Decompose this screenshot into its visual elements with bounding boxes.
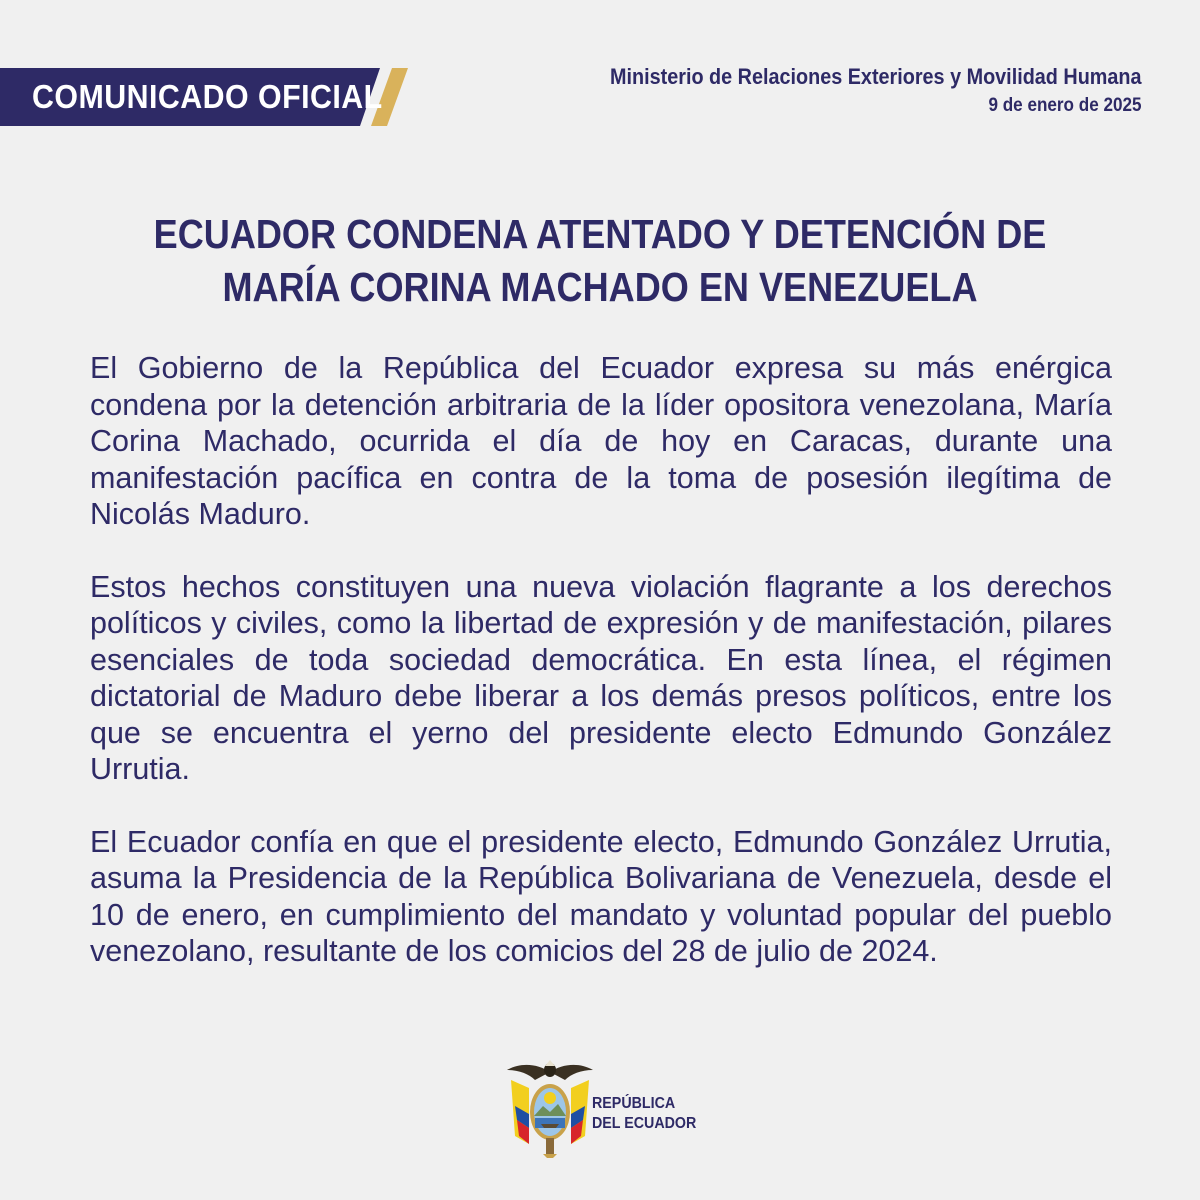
statement-body bbox=[90, 350, 1112, 970]
banner-title: COMUNICADO OFICIAL bbox=[32, 78, 383, 115]
paragraph-3: El Ecuador confía en que el presidente electo, Edmundo González Urrutia, asuma la Presidencia de la República Bolivariana de Venezuela, desde el 10 de enero, en cumplimiento del mandato y voluntad popular del pueblo venezolano, resultante de los comicios del 28 de julio de 2024. bbox=[90, 824, 1112, 968]
coat-of-arms-icon bbox=[503, 1058, 597, 1160]
republic-label bbox=[592, 1094, 696, 1134]
paragraph-2: Estos hechos constituyen una nueva violación flagrante a los derechos políticos y civiles, como la libertad de expresión y de manifestación, pilares esenciales de toda sociedad democrática. En esta línea, el régimen dictatorial de Maduro debe liberar a los demás presos políticos, entre los que se encuentra el yerno del presidente electo Edmundo González Urrutia. bbox=[90, 569, 1112, 786]
ministry-name: Ministerio de Relaciones Exteriores y Movilidad Humana bbox=[610, 64, 1142, 89]
republic-label-line-1: REPÚBLICA bbox=[592, 1095, 676, 1112]
issuer-block bbox=[551, 62, 1142, 120]
title-line-1: ECUADOR CONDENA ATENTADO Y DETENCIÓN DE bbox=[153, 211, 1047, 257]
republic-label-line-2: DEL ECUADOR bbox=[592, 1115, 697, 1132]
official-statement-banner bbox=[0, 68, 410, 126]
statement-date: 9 de enero de 2025 bbox=[988, 95, 1142, 116]
title-line-2: MARÍA CORINA MACHADO EN VENEZUELA bbox=[222, 264, 978, 310]
paragraph-1: El Gobierno de la República del Ecuador expresa su más enérgica condena por la detención arbitraria de la líder opositora venezolana, María Corina Machado, ocurrida el día de hoy en Caracas, durante una manifestación pacífica en contra de la toma de posesión ilegítima de Nicolás Maduro. bbox=[90, 351, 1112, 531]
page-title bbox=[0, 208, 1200, 314]
